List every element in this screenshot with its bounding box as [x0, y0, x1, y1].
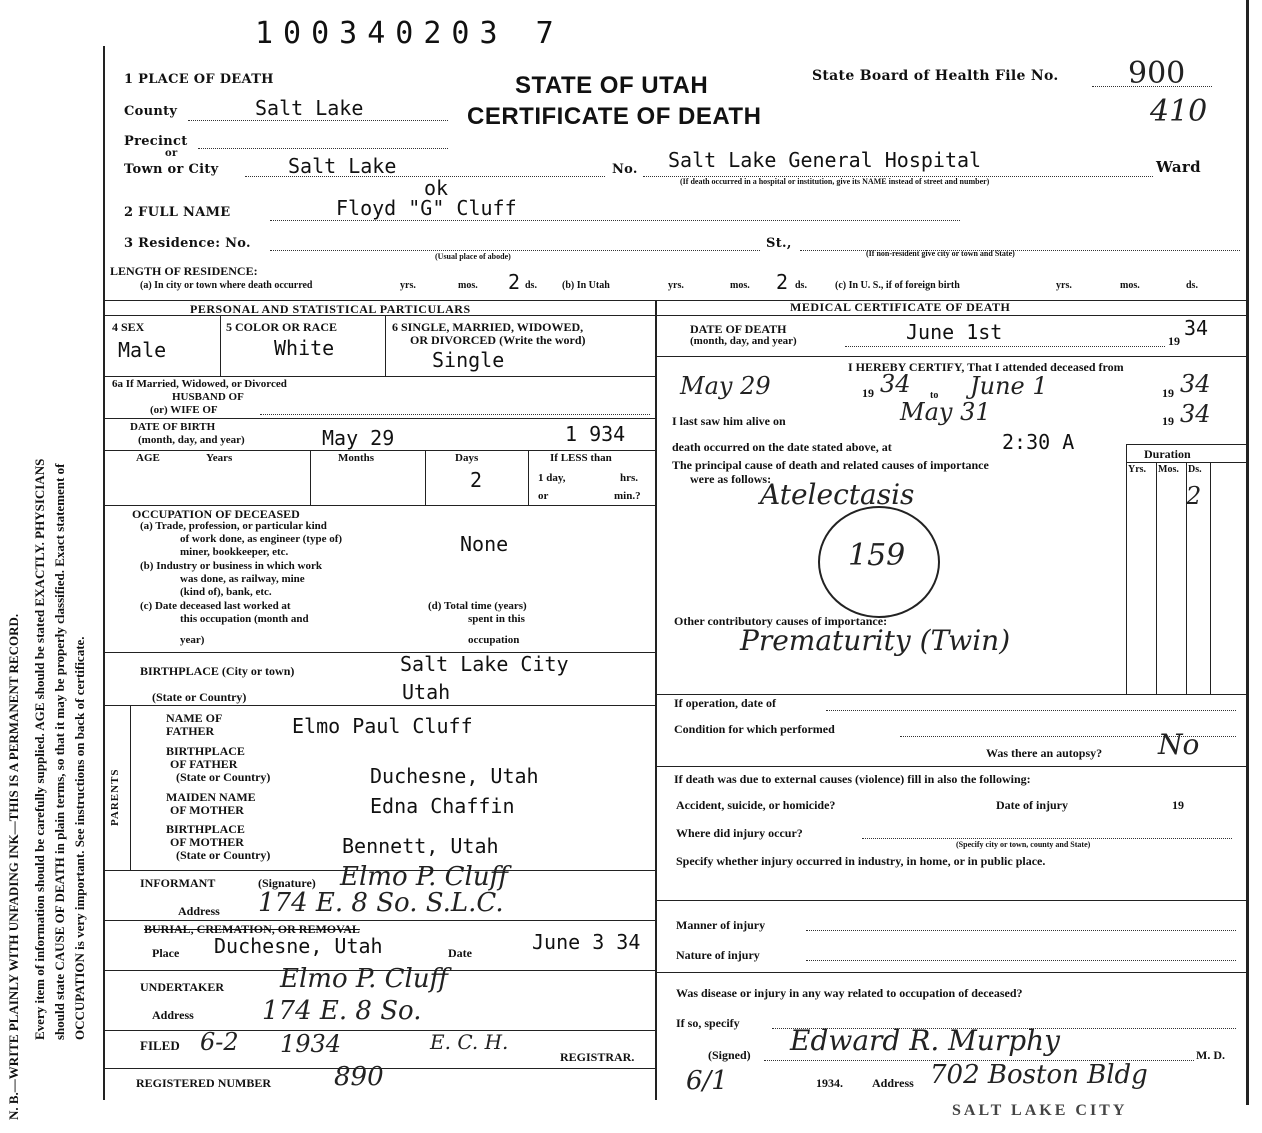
place-label: 1 PLACE OF DEATH	[124, 72, 274, 87]
autopsy-value: No	[1158, 728, 1200, 761]
serial-number: 100340203 7	[255, 16, 564, 51]
burial-label: BURIAL, CREMATION, OR REMOVAL	[144, 922, 360, 936]
state-label: (State or Country)	[152, 690, 247, 704]
occ-c2: this occupation (month and	[180, 613, 309, 625]
autopsy-label: Was there an autopsy?	[986, 746, 1103, 760]
dod-year: 34	[1184, 316, 1209, 340]
marital-label-2: OR DIVORCED (Write the word)	[410, 333, 586, 347]
last-year-prefix: 19	[1162, 414, 1174, 428]
ds-3: ds.	[1186, 280, 1198, 291]
ds-2: ds.	[795, 280, 807, 291]
cause-days: 2	[1186, 482, 1202, 510]
residence-label: 3 Residence: No.	[124, 236, 251, 251]
specify-label: Specify whether injury occurred in industry, in home, or in public place.	[676, 854, 1046, 868]
reg-number: 890	[334, 1062, 384, 1092]
file-no-label: State Board of Health File No.	[812, 68, 1059, 84]
state-title: STATE OF UTAH	[515, 72, 709, 99]
cause-label-1: The principal cause of death and related causes of importance	[672, 458, 989, 472]
color-label: 5 COLOR OR RACE	[226, 320, 338, 334]
institution-note: (If death occurred in a hospital or institution, give its NAME instead of street and number)	[680, 177, 990, 186]
place-label: Place	[152, 946, 180, 960]
left-border	[103, 46, 105, 1100]
side-note-3: should state CAUSE OF DEATH in plain terms, so that it may be properly classified. Exact statement of	[52, 463, 67, 1040]
mos-2: mos.	[730, 280, 750, 291]
dur-yrs: Yrs.	[1128, 464, 1147, 475]
certificate-title: CERTIFICATE OF DEATH	[467, 103, 762, 130]
days-label: Days	[455, 452, 479, 464]
occ-label: OCCUPATION OF DECEASED	[132, 507, 300, 521]
dod-label-1: DATE OF DEATH	[690, 322, 787, 336]
utah-res-label: (b) In Utah	[562, 280, 610, 291]
physician-address: 702 Boston Bldg	[930, 1060, 1148, 1090]
mother-birthplace: Bennett, Utah	[342, 834, 499, 858]
county-value: Salt Lake	[255, 96, 364, 120]
yrs-3: yrs.	[1056, 280, 1072, 291]
min-label: min.?	[614, 490, 641, 502]
file-no: 900	[1128, 56, 1186, 91]
st-label: St.,	[766, 236, 792, 251]
registrar-label: REGISTRAR.	[560, 1050, 635, 1064]
dob-label-2: (month, day, and year)	[138, 434, 245, 446]
yrs-1: yrs.	[400, 280, 416, 291]
fbirth-label-3: (State or Country)	[176, 770, 271, 784]
manner-label: Manner of injury	[676, 918, 766, 932]
occ-c1: (c) Date deceased last worked at	[140, 600, 291, 612]
from-year: 34	[880, 370, 911, 398]
side-note-4: OCCUPATION is very important. See instructions on back of certificate.	[72, 636, 87, 1040]
informant-signature: Elmo P. Cluff	[340, 862, 508, 892]
less-day: 1 day,	[538, 472, 566, 484]
town-value: Salt Lake	[288, 154, 397, 178]
to-date: June 1	[970, 372, 1048, 400]
sex-label: 4 SEX	[112, 320, 145, 334]
filed-signature: E. C. H.	[430, 1030, 509, 1054]
occ-related-label: Was disease or injury in any way related to occupation of deceased?	[676, 986, 1023, 1000]
informant-label: INFORMANT	[140, 876, 216, 890]
or-label: or	[165, 148, 178, 159]
informant-address: 174 E. 8 So. S.L.C.	[258, 888, 504, 918]
full-name-label: 2 FULL NAME	[124, 205, 231, 220]
injury-date-label: Date of injury	[996, 798, 1068, 812]
color-value: White	[274, 336, 335, 360]
sign-year: 1934.	[816, 1076, 843, 1090]
side-note-1: N. B.—WRITE PLAINLY WITH UNFADING INK—THIS IS A PERMANENT RECORD.	[6, 613, 21, 1120]
marital-label: 6 SINGLE, MARRIED, WIDOWED,	[392, 320, 584, 334]
mbirth-label-2: OF MOTHER	[170, 835, 244, 849]
sex-value: Male	[118, 338, 167, 362]
parents-label: PARENTS	[109, 768, 121, 826]
father-value: Elmo Paul Cluff	[292, 714, 473, 738]
months-label: Months	[338, 452, 375, 464]
no-label: No.	[612, 162, 638, 177]
signed-label: (Signed)	[708, 1048, 751, 1062]
birthplace-label: BIRTHPLACE (City or town)	[140, 664, 295, 678]
burial-place: Duchesne, Utah	[214, 934, 383, 958]
from-year-prefix: 19	[862, 386, 874, 400]
side-note-2: Every item of information should be carefully supplied. AGE should be stated EXACTLY. PHYSICIANS	[32, 458, 47, 1040]
burial-date-label: Date	[448, 946, 472, 960]
operation-label: If operation, date of	[674, 696, 776, 710]
undertaker-label: UNDERTAKER	[140, 980, 225, 994]
death-time: 2:30 A	[1002, 430, 1075, 454]
ds-1: ds.	[525, 280, 537, 291]
dob-md: May 29	[322, 426, 395, 450]
code-value: 159	[848, 538, 906, 573]
dur-ds: Ds.	[1188, 464, 1202, 475]
occ-d2: spent in this	[468, 613, 525, 625]
last-year: 34	[1180, 400, 1211, 428]
town-label: Town or City	[124, 162, 219, 177]
sign-date: 6/1	[686, 1066, 728, 1096]
informant-sig-label: (Signature)	[258, 876, 316, 890]
father-label-2: FATHER	[166, 724, 215, 738]
precinct-label: Precinct	[124, 134, 188, 149]
ifso-label: If so, specify	[676, 1016, 740, 1030]
county-label: County	[124, 104, 178, 119]
ward-label: Ward	[1156, 158, 1201, 176]
marital-value: Single	[432, 348, 505, 372]
mbirth-label-1: BIRTHPLACE	[166, 822, 245, 836]
undertaker-address: 174 E. 8 So.	[262, 996, 422, 1026]
age-label: AGE	[136, 452, 160, 464]
dur-mos: Mos.	[1158, 464, 1179, 475]
occ-c3: year)	[180, 634, 205, 646]
or-min: or	[538, 490, 549, 502]
filed-value: 6-2	[200, 1028, 239, 1056]
last-seen-label: I last saw him alive on	[672, 414, 786, 428]
where-label: Where did injury occur?	[676, 826, 803, 840]
spouse-label-1: 6a If Married, Widowed, or Divorced	[112, 378, 287, 390]
burial-date: June 3 34	[532, 930, 641, 954]
where-note: (Specify city or town, county and State)	[956, 840, 1091, 849]
right-border	[1246, 0, 1249, 1105]
occ-a3: miner, bookkeeper, etc.	[180, 546, 289, 558]
mother-value: Edna Chaffin	[370, 794, 515, 818]
nature-label: Nature of injury	[676, 948, 760, 962]
dod-label-2: (month, day, and year)	[690, 335, 797, 347]
usual-note: (Usual place of abode)	[435, 252, 511, 261]
fbirth-label-1: BIRTHPLACE	[166, 744, 245, 758]
full-name-value: Floyd "G" Cluff	[336, 196, 517, 220]
yrs-2: yrs.	[668, 280, 684, 291]
mother-label-1: MAIDEN NAME	[166, 790, 256, 804]
undertaker-address-label: Address	[152, 1008, 194, 1022]
years-label: Years	[206, 452, 233, 464]
last-seen-date: May 31	[900, 398, 991, 426]
contrib-label: Other contributory causes of importance:	[674, 614, 888, 628]
fbirth-label-2: OF FATHER	[170, 757, 238, 771]
occ-d3: occupation	[468, 634, 520, 646]
utah-res-days: 2	[776, 270, 789, 294]
length-label: LENGTH OF RESIDENCE:	[110, 264, 258, 278]
cause-label-2: were as follows:	[690, 472, 772, 486]
to-year-prefix: 19	[1162, 386, 1174, 400]
death-time-label: death occurred on the date stated above, at	[672, 440, 892, 454]
occ-a2: of work done, as engineer (type of)	[180, 533, 343, 545]
mother-label-2: OF MOTHER	[170, 803, 244, 817]
hrs-label: hrs.	[620, 472, 639, 484]
section-top-line	[105, 300, 1246, 301]
injury-year: 19	[1172, 798, 1184, 812]
mbirth-label-3: (State or Country)	[176, 848, 271, 862]
occ-d1: (d) Total time (years)	[428, 600, 527, 612]
physician-signature: Edward R. Murphy	[790, 1024, 1060, 1057]
father-label-1: NAME OF	[166, 711, 223, 725]
sub-no: 410	[1150, 94, 1208, 129]
duration-label: Duration	[1144, 447, 1191, 461]
mos-3: mos.	[1120, 280, 1140, 291]
father-birthplace: Duchesne, Utah	[370, 764, 539, 788]
occ-b1: (b) Industry or business in which work	[140, 560, 322, 572]
birthplace-city: Salt Lake City	[400, 652, 569, 676]
stamp-text: SALT LAKE CITY	[952, 1102, 1128, 1119]
institution-value: Salt Lake General Hospital	[668, 148, 982, 172]
less-label: If LESS than	[550, 452, 612, 464]
personal-section-header: PERSONAL AND STATISTICAL PARTICULARS	[190, 302, 471, 316]
spouse-label-2: HUSBAND OF	[172, 391, 244, 403]
nonres-note: (If non-resident give city or town and State)	[866, 249, 1015, 258]
city-res-label: (a) In city or town where death occurred	[140, 280, 313, 291]
to-label: to	[930, 390, 939, 401]
certify-label: I HEREBY CERTIFY, That I attended deceased from	[848, 360, 1124, 374]
reg-number-label: REGISTERED NUMBER	[136, 1076, 272, 1090]
physician-address-label: Address	[872, 1076, 914, 1090]
occ-b3: (kind of), bank, etc.	[180, 586, 272, 598]
mos-1: mos.	[458, 280, 478, 291]
md-label: M. D.	[1196, 1048, 1225, 1062]
occupation-value: None	[460, 532, 509, 556]
age-days-value: 2	[470, 468, 483, 492]
medical-section-header: MEDICAL CERTIFICATE OF DEATH	[790, 300, 1011, 314]
cause-value: Atelectasis	[760, 478, 915, 511]
birthplace-state: Utah	[402, 680, 451, 704]
accident-label: Accident, suicide, or homicide?	[676, 798, 836, 812]
undertaker-signature: Elmo P. Cluff	[280, 964, 448, 994]
spouse-label-3: (or) WIFE OF	[150, 404, 218, 416]
occ-a1: (a) Trade, profession, or particular kind	[140, 520, 327, 532]
external-label: If death was due to external causes (violence) fill in also the following:	[674, 772, 1031, 786]
ok-mark: ok	[424, 176, 449, 200]
from-date: May 29	[680, 372, 771, 400]
occ-b2: was done, as railway, mine	[180, 573, 305, 585]
city-res-days: 2	[508, 270, 521, 294]
filed-label: FILED	[140, 1038, 180, 1053]
filed-year: 1934	[280, 1030, 342, 1058]
dob-label-1: DATE OF BIRTH	[130, 421, 216, 433]
informant-address-label: Address	[178, 904, 220, 918]
to-year: 34	[1180, 370, 1211, 398]
contrib-value: Prematurity (Twin)	[740, 624, 1011, 657]
middle-divider	[655, 300, 657, 1100]
dob-year: 1 934	[565, 422, 626, 446]
us-res-label: (c) In U. S., if of foreign birth	[835, 280, 960, 291]
dod-value: June 1st	[906, 320, 1003, 344]
condition-label: Condition for which performed	[674, 722, 835, 736]
dod-year-prefix: 19	[1168, 334, 1180, 348]
